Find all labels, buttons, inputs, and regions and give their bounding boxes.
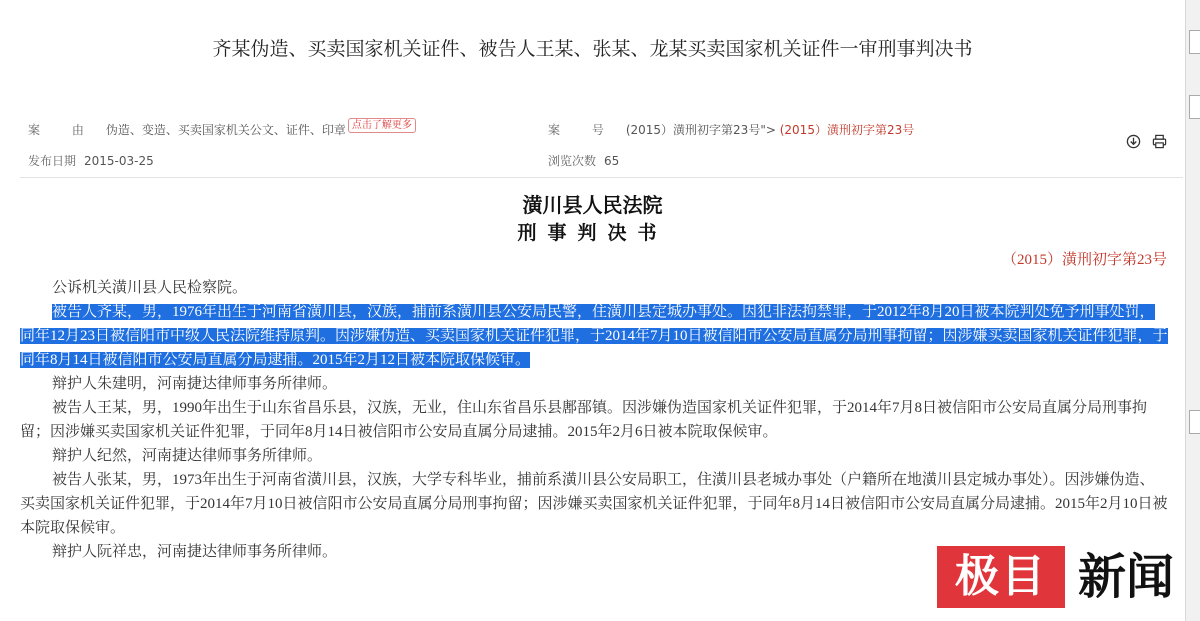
page-title: 齐某伪造、买卖国家机关证件、被告人王某、张某、龙某买卖国家机关证件一审刑事判决书 (212, 38, 973, 60)
side-panel-tab[interactable] (1189, 410, 1200, 434)
divider (20, 177, 1183, 178)
paragraph-defender-ruan: 辩护人阮祥忠，河南捷达律师事务所律师。 (52, 544, 338, 560)
view-count (548, 152, 619, 169)
case-cause-label: 案 由 (28, 123, 98, 137)
download-icon[interactable] (1126, 135, 1146, 153)
side-panel-tab[interactable] (1189, 95, 1200, 119)
view-count-label: 浏览次数 (548, 154, 597, 168)
news-watermark-logo (937, 540, 1187, 612)
paragraph-prosecutor: 公诉机关潢川县人民检察院。 (52, 280, 248, 296)
case-number-red: (2015）潢刑初字第23号 (779, 123, 915, 137)
side-scrollbar[interactable] (1185, 0, 1200, 621)
view-count-value: 65 (604, 154, 620, 168)
case-cause (28, 121, 416, 139)
document-case-number: （2015）潢刑初字第23号 (1001, 252, 1167, 268)
document-type: 刑事判决书 (517, 222, 668, 244)
watermark-red: 极目 (937, 546, 1065, 608)
case-cause-value: 伪造、变造、买卖国家机关公文、证件、印章 (105, 123, 346, 137)
judgment-body (20, 276, 1168, 564)
publish-date-label: 发布日期 (28, 154, 77, 168)
case-number-value: (2015）潢刑初字第23号"> (625, 123, 776, 137)
learn-more-button[interactable]: 点击了解更多 (348, 118, 416, 133)
selected-text: 被告人齐某，男，1976年出生于河南省潢川县，汉族，捕前系潢川县公安局民警，住潢川县定城办事处。因犯非法拘禁罪，于2012年8月20日被本院判处免予刑事处罚，同年12月23日被信阳市中级人民法院维持原判。因涉嫌伪造、买卖国家机关证件犯罪，于2014年7月10日被信阳市公安局直属分局刑事拘留；因涉嫌买卖国家机关证件犯罪，于同年8月14日被信阳市公安局直属分局逮捕。2015年2月12日被本院取保候审。 (20, 304, 1168, 368)
toolbar-icons (1126, 134, 1173, 153)
paragraph-defender-ji: 辩护人纪然，河南捷达律师事务所律师。 (52, 448, 323, 464)
court-name: 潢川县人民法院 (522, 193, 663, 217)
print-icon[interactable] (1152, 135, 1167, 153)
side-panel-tab[interactable] (1189, 30, 1200, 54)
case-number (548, 121, 914, 138)
paragraph-defendant-zhang: 被告人张某，男，1973年出生于河南省潢川县，汉族，大学专科毕业，捕前系潢川县公安局职工，住潢川县老城办事处（户籍所在地潢川县定城办事处）。因涉嫌伪造、买卖国家机关证件犯罪，于2014年7月10日被信阳市公安局直属分局刑事拘留；因涉嫌买卖国家机关证件犯罪，于同年8月14日被信阳市公安局直属分局逮捕。2015年2月10日被本院取保候审。 (20, 472, 1168, 536)
paragraph-defender-zhu: 辩护人朱建明，河南捷达律师事务所律师。 (52, 376, 338, 392)
paragraph-defendant-qi (20, 300, 1168, 372)
paragraph-defendant-wang: 被告人王某，男，1990年出生于山东省昌乐县，汉族，无业，住山东省昌乐县鄌郚镇。因涉嫌伪造国家机关证件犯罪，于2014年7月8日被信阳市公安局直属分局刑事拘留；因涉嫌买卖国家机关证件犯罪，于同年8月14日被信阳市公安局直属分局逮捕。2015年2月6日被本院取保候审。 (20, 400, 1148, 440)
publish-date (28, 152, 154, 169)
case-number-label: 案 号 (548, 123, 618, 137)
watermark-black: 新闻 (1077, 549, 1174, 605)
publish-date-value: 2015-03-25 (84, 154, 154, 168)
